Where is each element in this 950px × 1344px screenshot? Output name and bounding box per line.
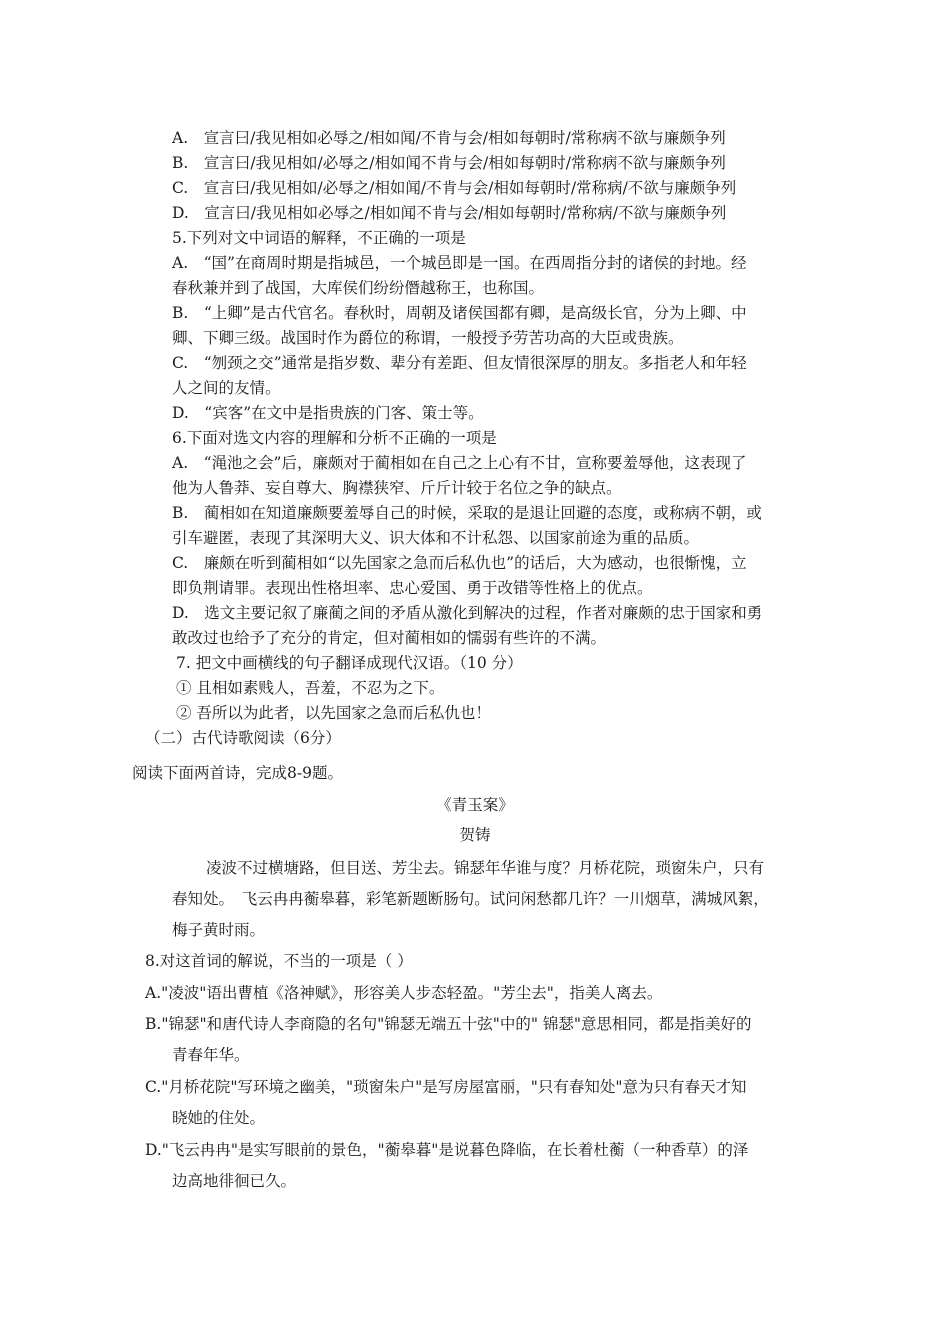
q8-line: A."凌波"语出曹植《洛神赋》，形容美人步态轻盈。"芳尘去"，指美人离去。 bbox=[145, 984, 663, 1002]
q7-item: ② 吾所以为此者，以先国家之急而后私仇也！ bbox=[176, 704, 491, 722]
q6-line: B. 蔺相如在知道廉颇要羞辱自己的时候，采取的是退让回避的态度，或称病不朝，或 bbox=[172, 504, 762, 522]
q7-item: ① 且相如素贱人，吾羞，不忍为之下。 bbox=[176, 679, 445, 697]
q8-line: 边高地徘徊已久。 bbox=[172, 1172, 297, 1190]
poem-line: 梅子黄时雨。 bbox=[172, 921, 266, 939]
q4-option-d: D. 宣言曰/我见相如必辱之/相如闻不肯与会/相如每朝时/常称病/不欲与廉颇争列 bbox=[172, 204, 727, 222]
q8-line: D."飞云冉冉"是实写眼前的景色，"蘅皋暮"是说暮色降临，在长着杜蘅（一种香草）的泽 bbox=[145, 1141, 749, 1159]
q8-line: 青春年华。 bbox=[172, 1046, 250, 1064]
q6-line: 敢改过也给予了充分的肯定，但对蔺相如的懦弱有些许的不满。 bbox=[172, 629, 607, 647]
q6-line: 引车避匿，表现了其深明大义、识大体和不计私怨、以国家前途为重的品质。 bbox=[172, 529, 700, 547]
q5-line: B. “上卿”是古代官名。春秋时，周朝及诸侯国都有卿，是高级长官，分为上卿、中 bbox=[172, 304, 747, 322]
q5-line: 人之间的友情。 bbox=[172, 379, 281, 397]
poem-line: 凌波不过横塘路，但目送、芳尘去。锦瑟年华谁与度？月桥花院，琐窗朱户，只有 bbox=[206, 859, 765, 877]
poem-title: 《青玉案》 bbox=[436, 796, 514, 814]
q6-stem: 6.下面对选文内容的理解和分析不正确的一项是 bbox=[172, 429, 497, 447]
q4-option-a: A. 宣言曰/我见相如必辱之/相如闻/不肯与会/相如每朝时/常称病不欲与廉颇争列 bbox=[172, 129, 726, 147]
poem-author: 贺铸 bbox=[459, 826, 491, 844]
q6-line: 他为人鲁莽、妄自尊大、胸襟狭窄、斤斤计较于名位之争的缺点。 bbox=[172, 479, 622, 497]
section-heading: （二）古代诗歌阅读（6分） bbox=[145, 729, 341, 747]
q5-line: 卿、下卿三级。战国时作为爵位的称谓，一般授予劳苦功高的大臣或贵族。 bbox=[172, 329, 684, 347]
q8-line: 晓她的住处。 bbox=[172, 1109, 266, 1127]
q4-option-b: B. 宣言曰/我见相如/必辱之/相如闻不肯与会/相如每朝时/常称病不欲与廉颇争列 bbox=[172, 154, 726, 172]
q5-line: D. “宾客”在文中是指贵族的门客、策士等。 bbox=[172, 404, 484, 422]
q6-line: D. 选文主要记叙了廉蔺之间的矛盾从激化到解决的过程，作者对廉颇的忠于国家和勇 bbox=[172, 604, 763, 622]
q5-line: A. “国”在商周时期是指城邑，一个城邑即是一国。在西周指分封的诸侯的封地。经 bbox=[172, 254, 747, 272]
q6-line: A. “渑池之会”后，廉颇对于蔺相如在自己之上心有不甘，宣称要羞辱他，这表现了 bbox=[172, 454, 747, 472]
q6-line: 即负荆请罪。表现出性格坦率、忠心爱国、勇于改错等性格上的优点。 bbox=[172, 579, 653, 597]
q5-stem: 5.下列对文中词语的解释，不正确的一项是 bbox=[172, 229, 466, 247]
q8-line: B."锦瑟"和唐代诗人李商隐的名句"锦瑟无端五十弦"中的" 锦瑟"意思相同，都是指美好的 bbox=[145, 1015, 752, 1033]
q7-stem: 7. 把文中画横线的句子翻译成现代汉语。（10 分） bbox=[176, 654, 523, 672]
q5-line: C. “刎颈之交”通常是指岁数、辈分有差距、但友情很深厚的朋友。多指老人和年轻 bbox=[172, 354, 747, 372]
poem-line: 春知处。 飞云冉冉蘅皋暮，彩笔新题断肠句。试问闲愁都几许？一川烟草，满城风絮， bbox=[172, 890, 769, 908]
q8-line: C."月桥花院"写环境之幽美，"琐窗朱户"是写房屋富丽，"只有春知处"意为只有春天才知 bbox=[145, 1078, 747, 1096]
q5-line: 春秋兼并到了战国，大库侯们纷纷僭越称王，也称国。 bbox=[172, 279, 545, 297]
section-intro: 阅读下面两首诗，完成8-9题。 bbox=[132, 764, 343, 782]
q4-option-c: C. 宣言曰/我见相如/必辱之/相如闻/不肯与会/相如每朝时/常称病/不欲与廉颇争列 bbox=[172, 179, 737, 197]
q6-line: C. 廉颇在听到蔺相如“以先国家之急而后私仇也”的话后，大为感动，也很惭愧，立 bbox=[172, 554, 747, 572]
q8-stem: 8.对这首词的解说，不当的一项是（ ） bbox=[145, 952, 413, 970]
